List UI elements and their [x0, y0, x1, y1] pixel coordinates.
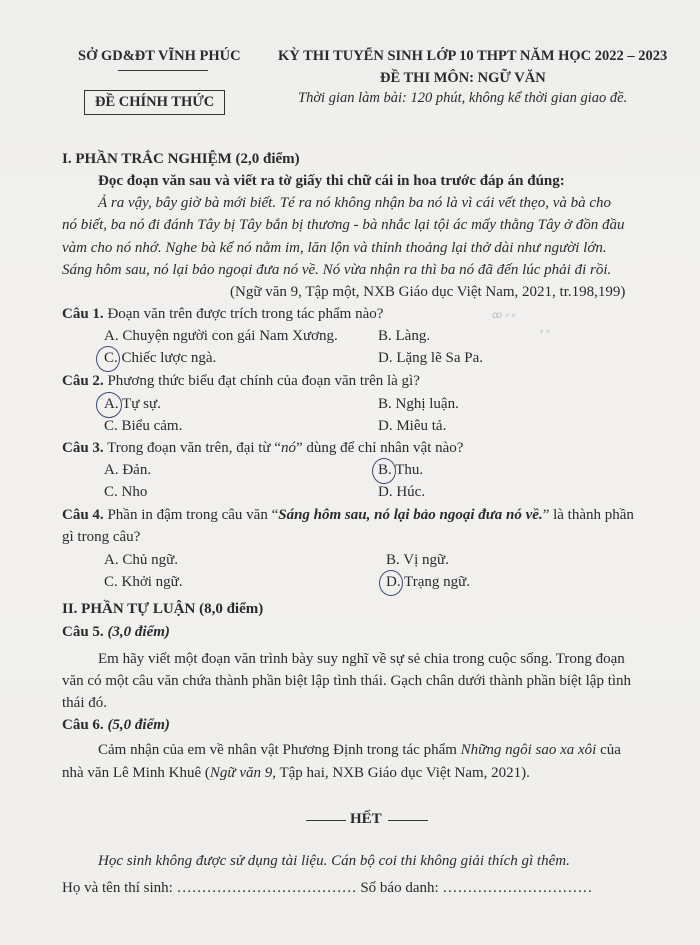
q5-label: Câu 5. [62, 624, 104, 640]
exam-title: KỲ THI TUYỂN SINH LỚP 10 THPT NĂM HỌC 2022 – 2023 [278, 48, 668, 64]
part2-heading: II. PHẦN TỰ LUẬN (8,0 điểm) [62, 601, 264, 617]
q6-line1-post: của [596, 742, 621, 758]
q6-book-title: Ngữ văn 9 [209, 765, 273, 781]
q4-text-line2: gì trong câu? [62, 529, 141, 545]
q1-option-d: D. Lặng lẽ Sa Pa. [378, 350, 483, 366]
official-label: ĐỀ CHÍNH THỨC [84, 90, 225, 115]
q4-text-pre: Phần in đậm trong câu văn “ [107, 507, 279, 523]
passage-line-2: nó biết, ba nó đi đánh Tây bị Tây bắn bị thương - bà nhắc lại tội ác mấy thằng Tây ở đồn đầu [62, 217, 625, 233]
pencil-scribble-1: ꝏ ⸗ ⸗ [492, 310, 516, 321]
q2-label: Câu 2. [62, 373, 104, 389]
q6-line2-pre: nhà văn Lê Minh Khuê ( [62, 765, 210, 781]
passage-line-1: Ả ra vậy, bây giờ bà mới biết. Té ra nó không nhận ba nó là vì cái vết thẹo, và bà cho [98, 195, 612, 211]
q4-label: Câu 4. [62, 507, 104, 523]
passage-line-3: vàm cho nó nhớ. Nghe bà kể nó nằm im, lăn lộn và thỉnh thoảng lại thở dài như người lớn. [62, 240, 607, 256]
q3-text-em: nó [280, 440, 296, 456]
q3-label: Câu 3. [62, 440, 104, 456]
subject-line: ĐỀ THI MÔN: NGỮ VĂN [380, 70, 546, 86]
q3-option-c: C. Nho [104, 484, 148, 500]
q4-answer-circle [379, 570, 403, 596]
end-dash-right [388, 820, 428, 821]
q3-answer-circle [372, 458, 396, 484]
q3-option-b: B. Thu. [378, 462, 424, 478]
q2-option-b: B. Nghị luận. [378, 396, 459, 412]
q2-option-a: A. Tự sự. [104, 396, 161, 412]
end-dash-left [306, 820, 346, 821]
candidate-name-field: Họ và tên thí sinh: ……………………………… Số báo danh: ………………………… [62, 880, 593, 896]
passage-source: (Ngữ văn 9, Tập một, NXB Giáo dục Việt Nam, 2021, tr.198,199) [230, 284, 626, 300]
q2-answer-circle [96, 392, 122, 418]
q6-line1-pre: Cảm nhận của em về nhân vật Phương Định trong tác phẩm [98, 742, 461, 758]
pencil-scribble-2: ⸗ ⸗ [540, 326, 550, 337]
department-name: SỞ GD&ĐT VĨNH PHÚC [78, 48, 241, 64]
department-underline [118, 70, 208, 71]
q1-text: Đoạn văn trên được trích trong tác phẩm nào? [107, 306, 384, 322]
footer-note: Học sinh không được sử dụng tài liệu. Cán bộ coi thi không giải thích gì thêm. [98, 853, 570, 869]
q6-points: (5,0 điểm) [107, 717, 170, 733]
part1-instruction: Đọc đoạn văn sau và viết ra tờ giấy thi chữ cái in hoa trước đáp án đúng: [98, 173, 565, 189]
time-line: Thời gian làm bài: 120 phút, không kể thời gian giao đề. [298, 90, 628, 106]
q4-text-bold: Sáng hôm sau [278, 507, 367, 523]
q4-option-d: D. Trạng ngữ. [386, 574, 470, 590]
part1-heading: I. PHẦN TRẮC NGHIỆM (2,0 điểm) [62, 151, 300, 167]
q6-line2-post: , Tập hai, NXB Giáo dục Việt Nam, 2021). [272, 765, 530, 781]
q5-line-2: văn có một câu văn chứa thành phần biệt lập tình thái. Gạch chân dưới thành phần biệt lập tình [62, 673, 632, 689]
q1-answer-circle [96, 346, 120, 372]
q5-line-1: Em hãy viết một đoạn văn trình bày suy nghĩ về sự sẻ chia trong cuộc sống. Trong đoạn [98, 651, 625, 667]
q3-text-pre: Trong đoạn văn trên, đại từ “ [107, 440, 281, 456]
end-mark: HẾT [350, 811, 382, 827]
q1-option-b: B. Làng. [378, 328, 431, 344]
passage-line-4: Sáng hôm sau, nó lại bảo ngoại đưa nó về. Nó vừa nhận ra thì ba nó đã đến lúc phải đi rồi. [62, 262, 612, 278]
q3-option-a: A. Đản. [104, 462, 152, 478]
q4-option-c: C. Khởi ngữ. [104, 574, 183, 590]
q4-option-b: B. Vị ngữ. [386, 552, 449, 568]
q3-text-post: ” dùng để chỉ nhân vật nào? [295, 440, 464, 456]
q1-label: Câu 1. [62, 306, 104, 322]
q3-option-d: D. Húc. [378, 484, 426, 500]
q2-text: Phương thức biểu đạt chính của đoạn văn trên là gì? [107, 373, 420, 389]
q5-line-3: thái đó. [62, 695, 107, 711]
q6-label: Câu 6. [62, 717, 104, 733]
q5-points: (3,0 điểm) [107, 624, 170, 640]
q2-option-d: D. Miêu tả. [378, 418, 447, 434]
q1-option-a: A. Chuyện người con gái Nam Xương. [104, 328, 338, 344]
q4-text-post: ” là thành phần [542, 507, 634, 523]
q4-option-a: A. Chủ ngữ. [104, 552, 178, 568]
q2-option-c: C. Biểu cảm. [104, 418, 183, 434]
q4-text-italic: , nó lại bảo ngoại đưa nó về. [366, 507, 543, 523]
q6-work-title: Những ngôi sao xa xôi [460, 742, 597, 758]
q1-option-c: C. Chiếc lược ngà. [104, 350, 217, 366]
